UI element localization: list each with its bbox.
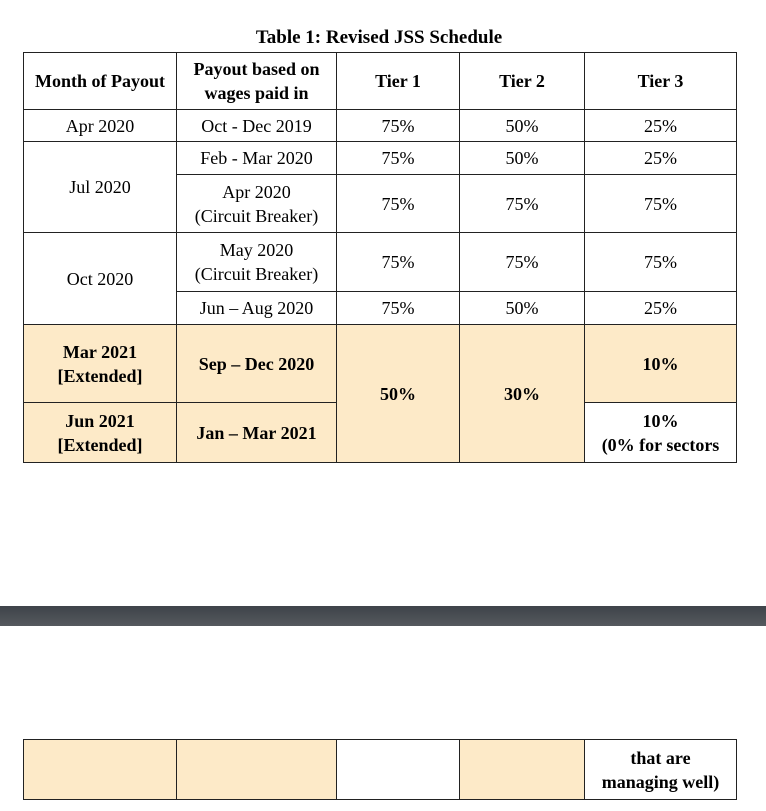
table-caption: Table 1: Revised JSS Schedule xyxy=(255,27,503,48)
cell-period: Feb - Mar 2020 xyxy=(177,142,337,175)
cell-tier-2: 75% xyxy=(460,233,585,292)
cell-tier-1-extended: 50% xyxy=(337,325,460,463)
cell-tier-3: 25% xyxy=(585,292,737,325)
tier-3-line: 10% xyxy=(642,410,679,431)
jss-schedule-table xyxy=(23,52,737,463)
jss-schedule-table-continued xyxy=(23,739,737,800)
cell-tier-3 xyxy=(585,403,737,463)
table-row xyxy=(24,142,737,175)
cell-tier-3: 75% xyxy=(585,175,737,233)
cell-tier-2: 50% xyxy=(460,292,585,325)
cell-period: Oct - Dec 2019 xyxy=(177,110,337,142)
cell-tier-1: 75% xyxy=(337,292,460,325)
table-row xyxy=(24,233,737,292)
cell-tier-1: 75% xyxy=(337,142,460,175)
cell-month: Apr 2020 xyxy=(24,110,177,142)
cell-tier-1: 75% xyxy=(337,233,460,292)
cell-period: Sep – Dec 2020 xyxy=(177,325,337,403)
cell-period xyxy=(177,740,337,800)
cell-tier-1 xyxy=(337,740,460,800)
cell-tier-2 xyxy=(460,740,585,800)
cell-period: Jan – Mar 2021 xyxy=(177,403,337,463)
month-line: [Extended] xyxy=(57,365,143,386)
table-row xyxy=(24,110,737,142)
tier-3-line: managing well) xyxy=(601,771,720,792)
month-line: Jun 2021 xyxy=(65,410,135,431)
cell-month xyxy=(24,740,177,800)
document-page-2 xyxy=(0,626,766,811)
cell-tier-2: 50% xyxy=(460,142,585,175)
cell-tier-2: 50% xyxy=(460,110,585,142)
table-header-row xyxy=(24,53,737,110)
period-line: (Circuit Breaker) xyxy=(194,264,319,284)
cell-month: Oct 2020 xyxy=(24,233,177,325)
period-line: May 2020 xyxy=(219,240,294,260)
cell-tier-2-extended: 30% xyxy=(460,325,585,463)
cell-tier-2: 75% xyxy=(460,175,585,233)
cell-month xyxy=(24,325,177,403)
tier-3-line: that are xyxy=(630,747,691,768)
table-row-extended xyxy=(24,325,737,403)
cell-month: Jul 2020 xyxy=(24,142,177,233)
cell-month xyxy=(24,403,177,463)
tier-3-line: (0% for sectors xyxy=(601,434,720,455)
cell-tier-1: 75% xyxy=(337,110,460,142)
period-line: Apr 2020 xyxy=(222,181,291,202)
month-line: Mar 2021 xyxy=(62,341,138,362)
cell-tier-3: 75% xyxy=(585,233,737,292)
month-line: [Extended] xyxy=(57,434,143,455)
cell-period xyxy=(177,175,337,233)
header-tier-1: Tier 1 xyxy=(337,53,460,110)
header-tier-3: Tier 3 xyxy=(585,53,737,110)
header-tier-2: Tier 2 xyxy=(460,53,585,110)
cell-tier-3: 25% xyxy=(585,142,737,175)
cell-tier-3: 10% xyxy=(585,325,737,403)
period-line: (Circuit Breaker) xyxy=(194,205,319,226)
cell-tier-1: 75% xyxy=(337,175,460,233)
cell-period: Jun – Aug 2020 xyxy=(177,292,337,325)
header-payout-basis: Payout based on wages paid in xyxy=(177,53,337,110)
cell-tier-3: 25% xyxy=(585,110,737,142)
cell-tier-3 xyxy=(585,740,737,800)
cell-period xyxy=(177,233,337,292)
page-separator xyxy=(0,606,766,626)
table-row-continued xyxy=(24,740,737,800)
header-month: Month of Payout xyxy=(24,53,177,110)
